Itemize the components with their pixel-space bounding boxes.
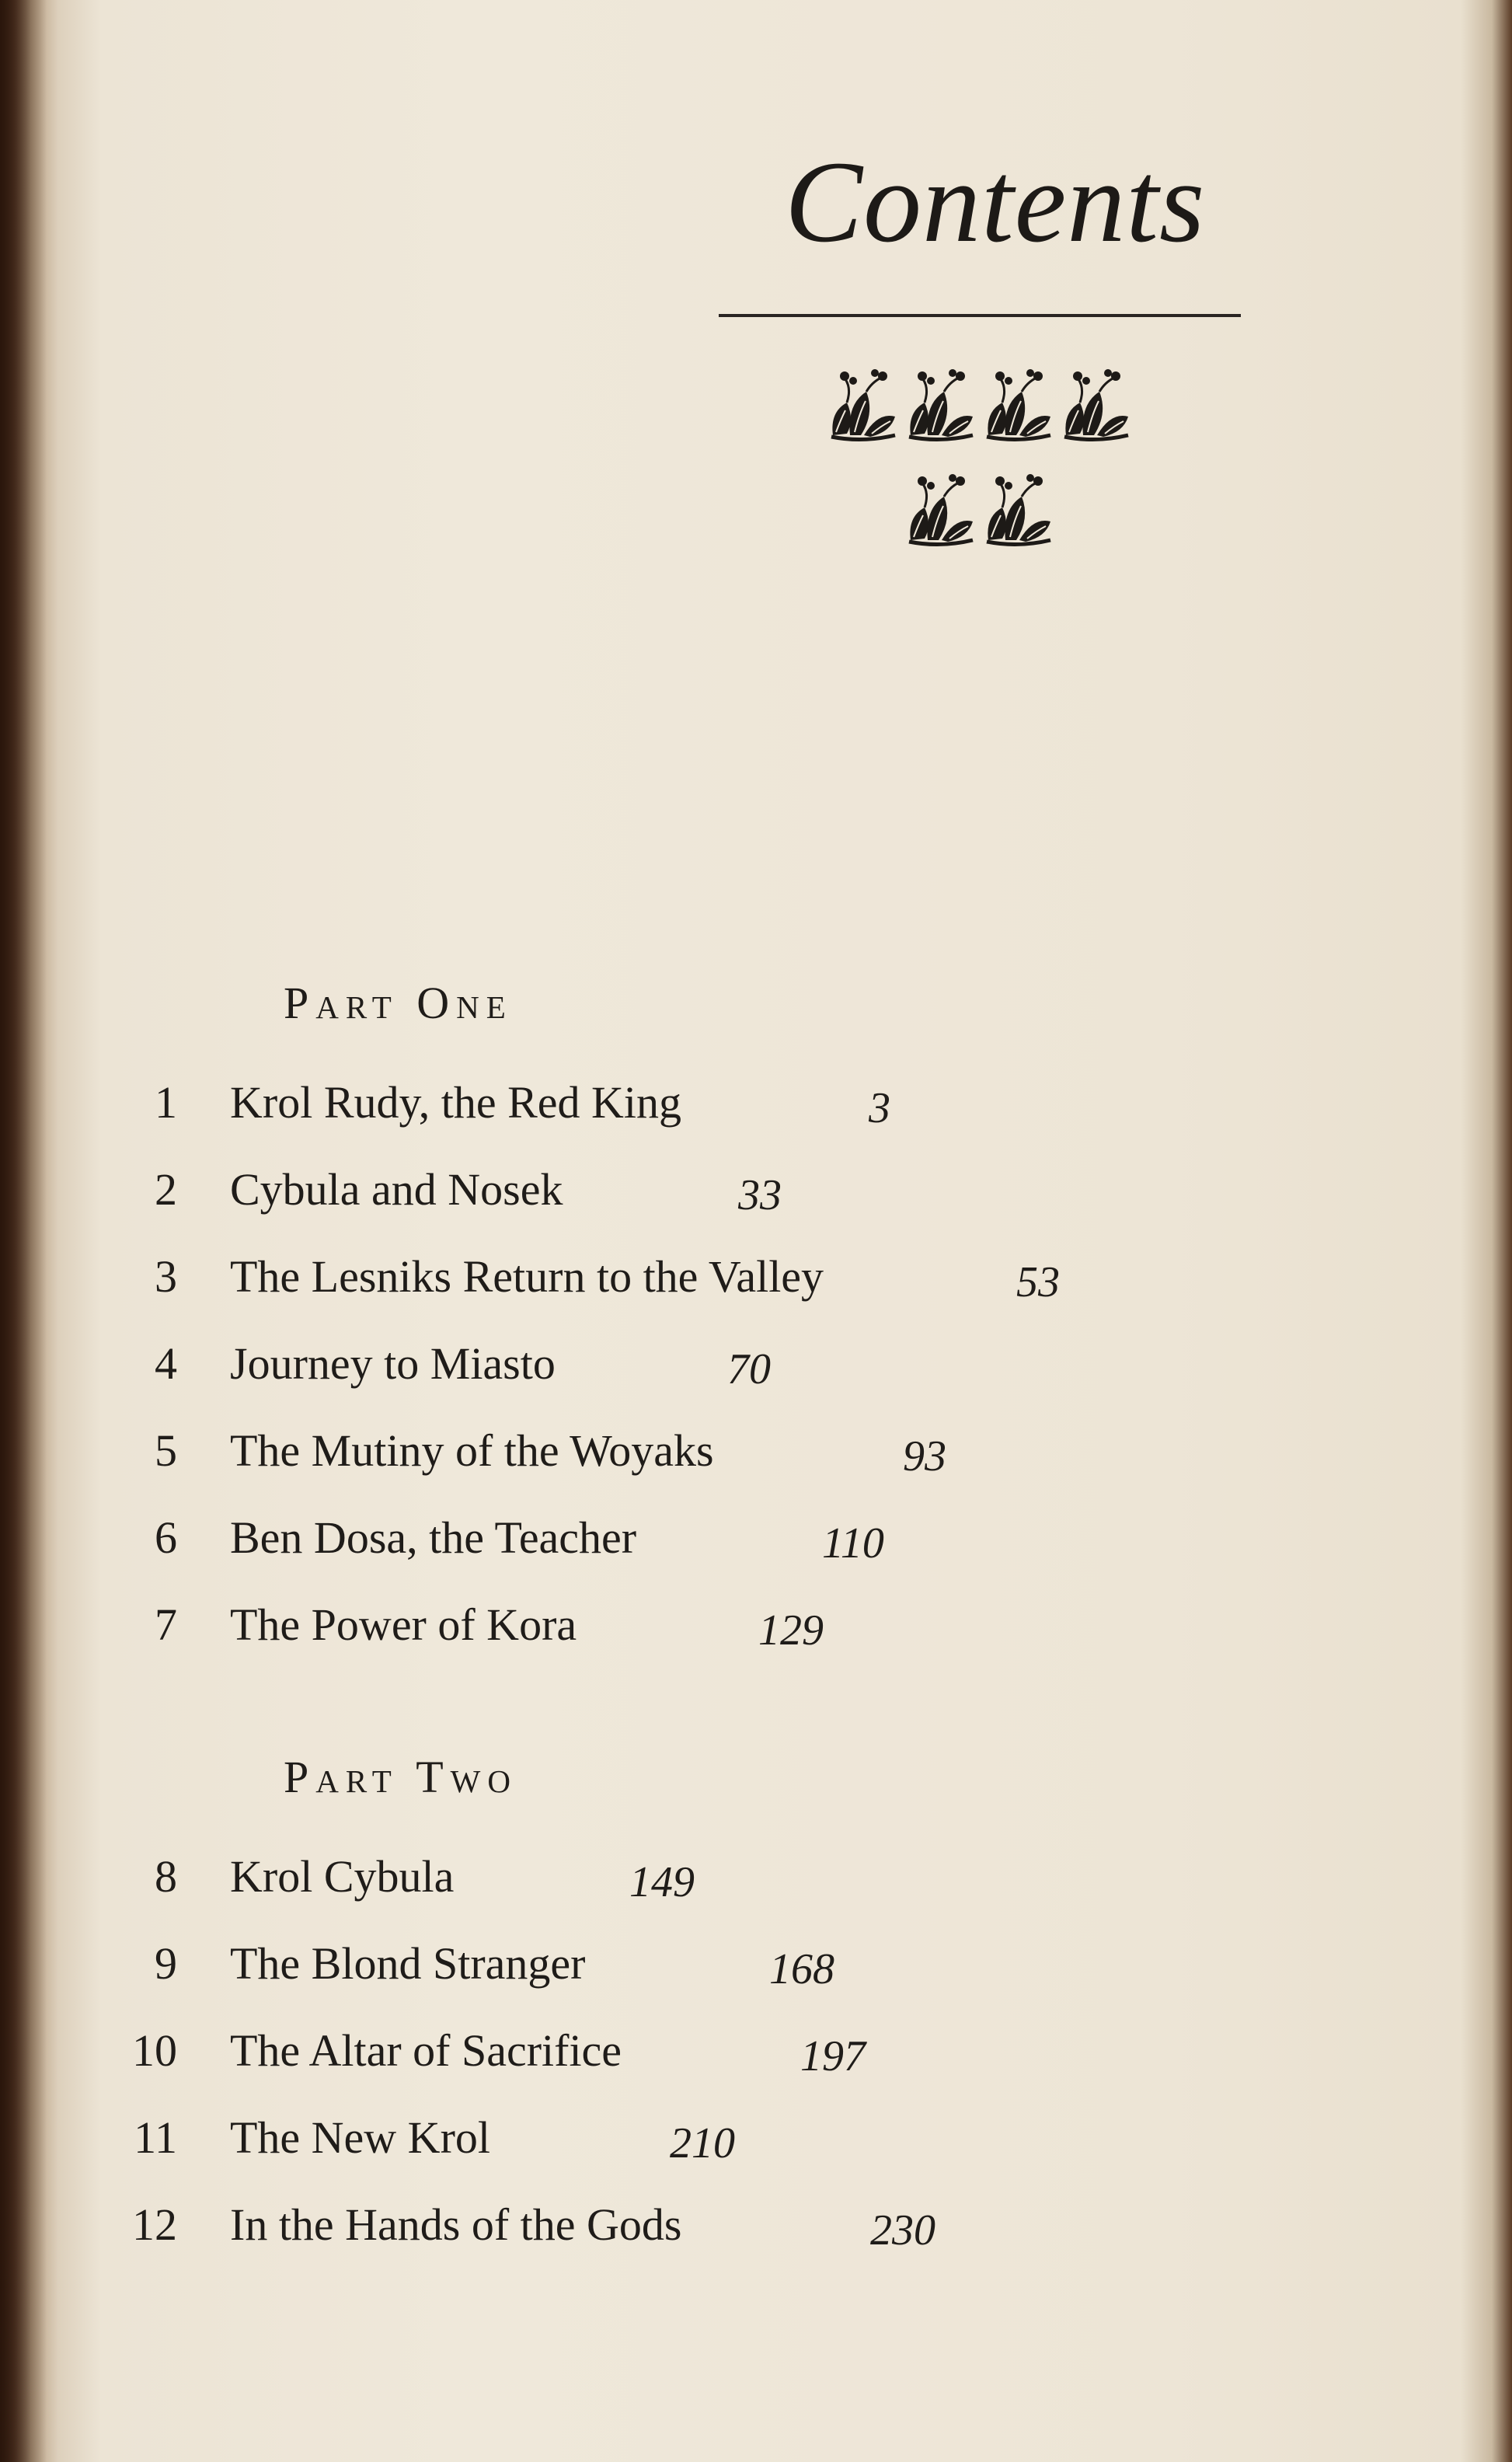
chapter-number: 11 [134, 2112, 177, 2163]
toc-entry[interactable] [0, 1851, 1243, 1916]
chapter-number: 10 [132, 2025, 177, 2076]
part-two-heading: Part Two [284, 1752, 517, 1802]
page-number: 197 [800, 2032, 866, 2080]
chapter-number: 7 [155, 1599, 177, 1650]
page-number: 210 [670, 2119, 735, 2167]
chapter-number: 6 [155, 1512, 177, 1563]
chapter-number: 5 [155, 1425, 177, 1476]
toc-entry[interactable] [0, 1938, 1243, 2003]
chapter-title: In the Hands of the Gods [230, 2199, 682, 2250]
chapter-number: 12 [132, 2199, 177, 2250]
leaf-sprig-ornament-icon [824, 365, 1142, 451]
chapter-title: The New Krol [230, 2112, 491, 2163]
page-number: 168 [769, 1945, 834, 1993]
toc-entry[interactable] [0, 1251, 1243, 1316]
chapter-title: Ben Dosa, the Teacher [230, 1512, 637, 1563]
chapter-title: The Blond Stranger [230, 1938, 586, 1989]
chapter-title: Krol Rudy, the Red King [230, 1077, 682, 1128]
toc-entry[interactable] [0, 1599, 1243, 1665]
page-number: 230 [870, 2206, 935, 2255]
toc-entry[interactable] [0, 1164, 1243, 1229]
chapter-title: The Lesniks Return to the Valley [230, 1251, 824, 1302]
spine-shadow [0, 0, 47, 2462]
chapter-number: 1 [155, 1077, 177, 1128]
chapter-title: The Mutiny of the Woyaks [230, 1425, 714, 1476]
page-number: 70 [727, 1345, 771, 1393]
chapter-number: 3 [155, 1251, 177, 1302]
page-number: 53 [1016, 1258, 1060, 1306]
toc-entry[interactable] [0, 2112, 1243, 2178]
toc-entry[interactable] [0, 2025, 1243, 2091]
page-title: Contents [785, 138, 1206, 267]
page-number: 93 [903, 1432, 946, 1480]
chapter-number: 8 [155, 1851, 177, 1902]
leaf-sprig-ornament-icon-lower [901, 470, 1064, 556]
chapter-title: Cybula and Nosek [230, 1164, 563, 1215]
page-number: 110 [822, 1519, 884, 1568]
chapter-title: The Altar of Sacrifice [230, 2025, 622, 2076]
page-number: 149 [629, 1858, 695, 1906]
chapter-number: 2 [155, 1164, 177, 1215]
chapter-number: 4 [155, 1338, 177, 1389]
page-number: 3 [869, 1084, 890, 1132]
chapter-title: Krol Cybula [230, 1851, 455, 1902]
page-number: 129 [758, 1606, 824, 1655]
title-rule [719, 314, 1241, 317]
chapter-title: Journey to Miasto [230, 1338, 556, 1389]
toc-entry[interactable] [0, 2199, 1243, 2265]
page-number: 33 [738, 1171, 782, 1219]
toc-entry[interactable] [0, 1077, 1243, 1142]
part-one-heading: Part One [284, 978, 513, 1028]
chapter-number: 9 [155, 1938, 177, 1989]
toc-entry[interactable] [0, 1425, 1243, 1491]
toc-entry[interactable] [0, 1338, 1243, 1404]
chapter-title: The Power of Kora [230, 1599, 577, 1650]
toc-entry[interactable] [0, 1512, 1243, 1578]
